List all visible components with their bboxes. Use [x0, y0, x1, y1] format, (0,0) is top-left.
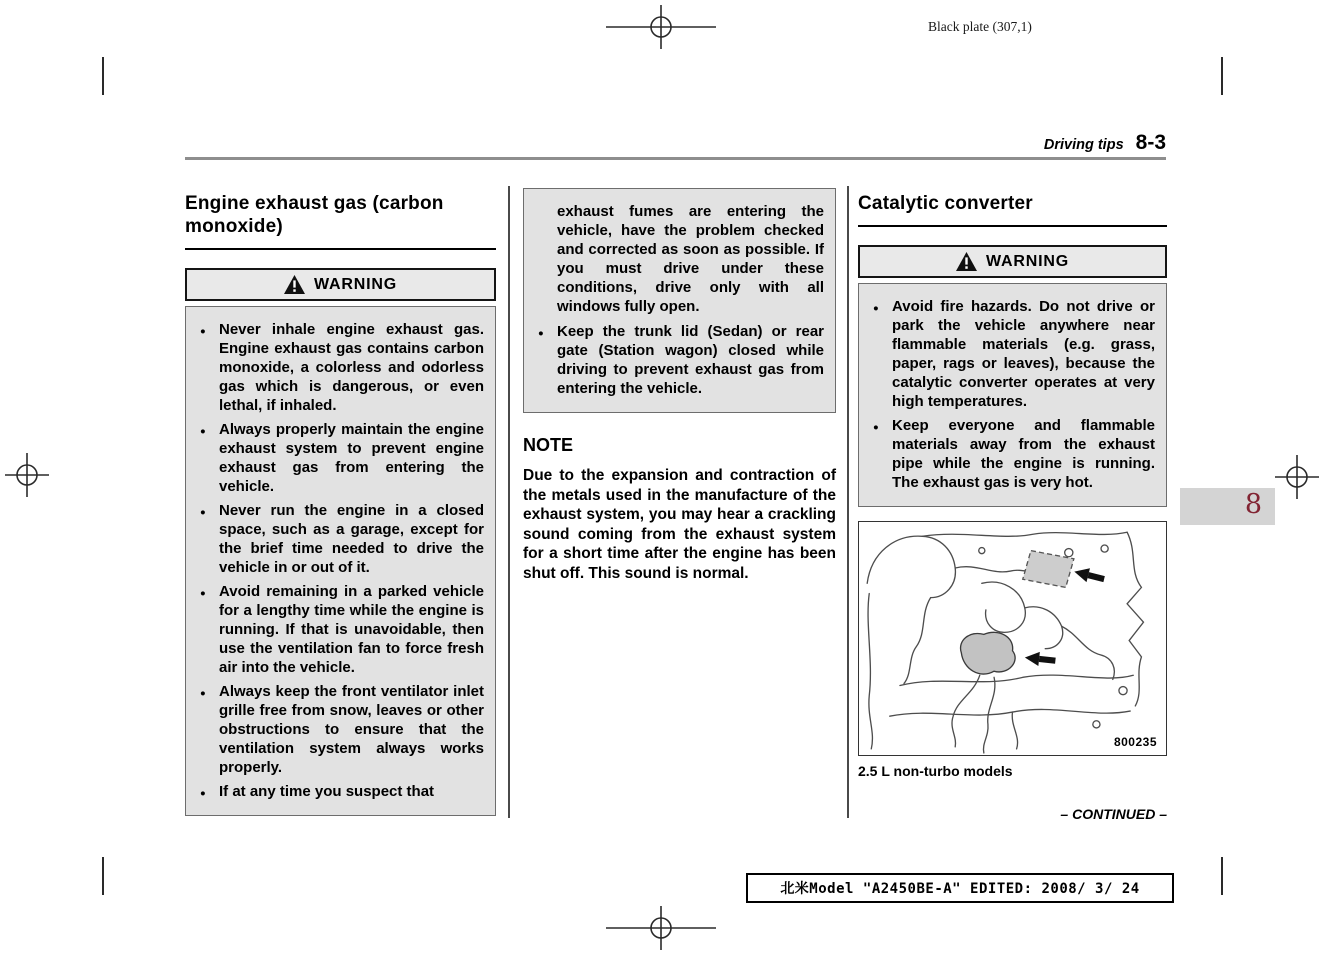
warning-bullet-item: ● If at any time you suspect that — [198, 782, 484, 801]
registration-mark-left — [5, 453, 49, 497]
warning-body — [185, 306, 496, 816]
chapter-tab — [1180, 488, 1275, 525]
continued-label: – CONTINUED – — [1060, 806, 1167, 822]
warning-header — [185, 268, 496, 301]
header-section-title: Driving tips — [1043, 137, 1124, 153]
column-warning-continuation — [523, 188, 836, 583]
section-title-catalytic-converter: Catalytic converter — [858, 192, 1167, 227]
warning-body-continued — [523, 188, 836, 413]
warning-bullet-list — [871, 297, 1155, 492]
warning-bullet-item: ● Keep everyone and flammable materials away from the exhaust pipe while the engine is running. The exhaust gas is very hot. — [871, 416, 1155, 492]
trim-mark-top-right — [1221, 57, 1223, 95]
warning-continuation-text: exhaust fumes are entering the vehicle, have the problem checked and corrected as soon as possible. If you must drive under these conditions, drive only with all windows fully open. — [557, 203, 824, 315]
warning-triangle-icon — [956, 252, 977, 271]
page-header — [760, 131, 1166, 155]
header-page-number: 8-3 — [1135, 131, 1166, 154]
warning-bullet-item: ● Never inhale engine exhaust gas. Engine exhaust gas contains carbon monoxide, a colorless and odorless gas which is dangerous, or even lethal, if inhaled. — [198, 320, 484, 415]
column-catalytic-converter — [858, 192, 1167, 779]
warning-triangle-icon — [284, 275, 305, 294]
pointer-arrow-icon — [1024, 650, 1056, 667]
figure-code: 800235 — [1113, 735, 1157, 749]
edition-footer — [746, 873, 1174, 903]
trim-mark-top-left — [102, 57, 104, 95]
warning-bullet-item: ● Always keep the front ventilator inlet grille free from snow, leaves or other obstructions to ensure that the ventilation system always works properly. — [198, 682, 484, 777]
warning-bullet-list — [536, 322, 824, 398]
catalytic-converter-part — [961, 632, 1016, 674]
warning-bullet-item: ● Keep the trunk lid (Sedan) or rear gate (Station wagon) closed while driving to prevent exhaust gas from entering the vehicle. — [536, 322, 824, 398]
figure-caption: 2.5 L non-turbo models — [858, 763, 1013, 779]
warning-header — [858, 245, 1167, 278]
warning-body — [858, 283, 1167, 507]
warning-bullet-item: ● Never run the engine in a closed space, such as a garage, except for the brief time needed to drive the vehicle in or out of it. — [198, 501, 484, 577]
warning-label: WARNING — [986, 252, 1069, 270]
trim-mark-bottom-right — [1221, 857, 1223, 895]
note-heading: NOTE — [523, 435, 574, 455]
header-rule — [185, 157, 1166, 160]
warning-bullet-list — [198, 320, 484, 801]
warning-label: WARNING — [314, 275, 397, 293]
registration-mark-bottom — [601, 906, 721, 950]
section-title-engine-exhaust: Engine exhaust gas (carbon monoxide) — [185, 192, 496, 250]
exhaust-system-illustration — [859, 522, 1166, 755]
registration-mark-top — [601, 5, 721, 49]
warning-bullet-item: ● Avoid remaining in a parked vehicle for a lengthy time while the engine is running. If that is unavoidable, then use the ventilation fan to force fresh air into the vehicle. — [198, 582, 484, 677]
warning-bullet-item: ● Avoid fire hazards. Do not drive or park the vehicle anywhere near flammable materials (e.g. grass, paper, rags or leaves), because the catalytic converter operates at very high temperatures. — [871, 297, 1155, 411]
registration-mark-right — [1275, 455, 1319, 499]
warning-bullet-item: ● Always properly maintain the engine exhaust system to prevent engine exhaust gas from entering the vehicle. — [198, 420, 484, 496]
note-text: Due to the expansion and contraction of the metals used in the manufacture of the exhaust system, you may hear a crackling sound coming from the exhaust system for a short time after the engine has been shut off. This sound is normal. — [523, 467, 836, 582]
edition-footer-text: 北米Model "A2450BE-A" EDITED: 2008/ 3/ 24 — [780, 881, 1140, 897]
column-divider-right — [847, 186, 849, 818]
pointer-arrow-icon — [1073, 565, 1106, 586]
column-divider-left — [508, 186, 510, 818]
plate-note: Black plate (307,1) — [928, 19, 1032, 34]
figure-box — [858, 521, 1167, 756]
column-engine-exhaust — [185, 192, 496, 816]
trim-mark-bottom-left — [102, 857, 104, 895]
chapter-tab-number: 8 — [1244, 489, 1262, 520]
